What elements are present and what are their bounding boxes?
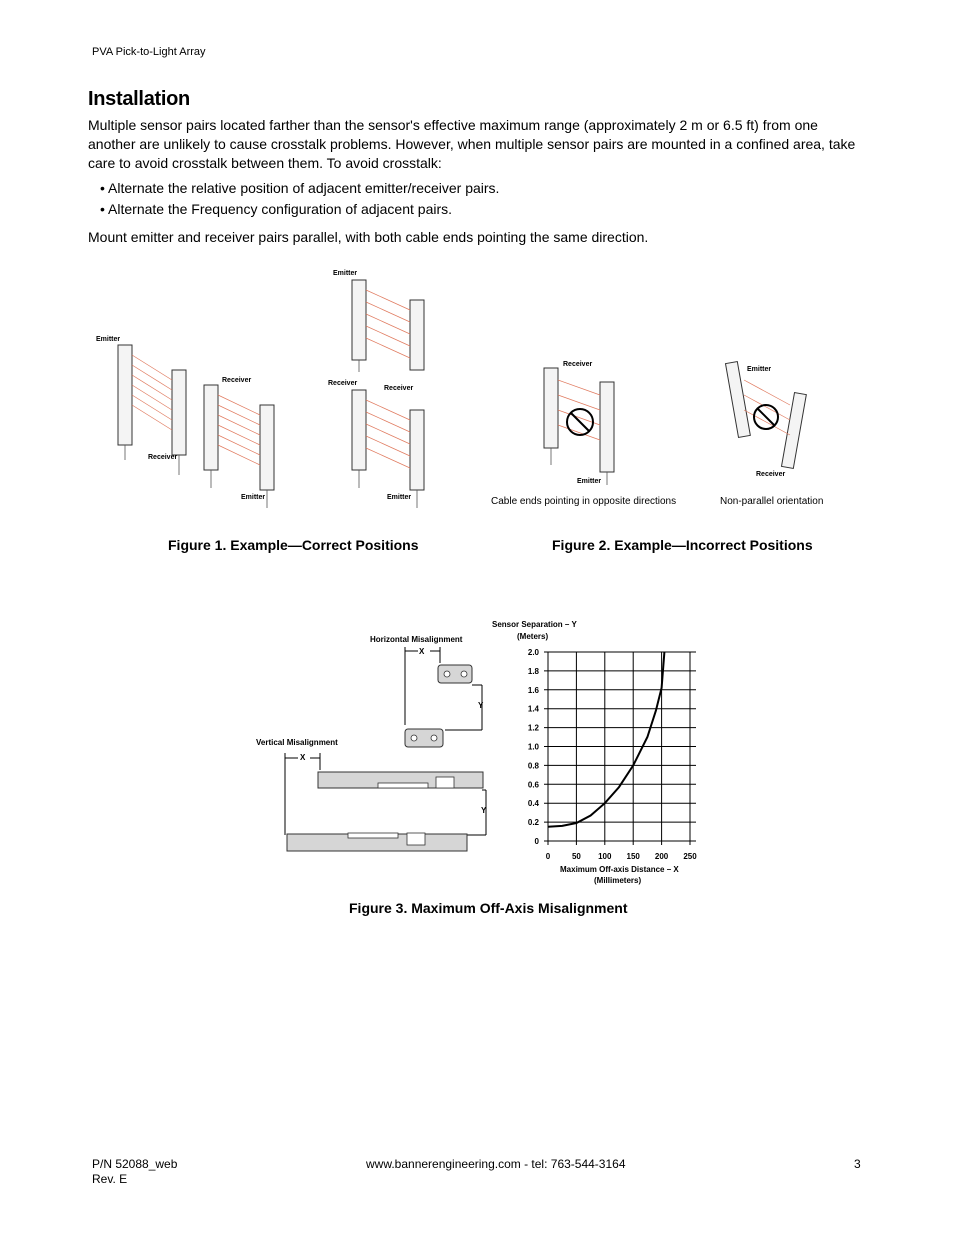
chart-grid <box>544 652 696 845</box>
emitter-housing <box>410 410 424 490</box>
figure1-figure2-illustration <box>0 260 954 520</box>
receiver-label: Receiver <box>384 385 414 392</box>
chart-ylabel: (Meters) <box>517 632 549 641</box>
footer-part-number: P/N 52088_web <box>92 1157 178 1171</box>
emitter-label: Emitter <box>333 270 358 277</box>
misalignment-illustration <box>250 625 500 860</box>
emitter-label: Emitter <box>96 336 121 343</box>
bullet-item: • Alternate the relative position of adjacent emitter/receiver pairs. <box>100 180 500 196</box>
receiver-label: Receiver <box>756 471 786 478</box>
emitter-housing <box>352 280 366 360</box>
chart-y-tick-label: 0.8 <box>527 761 539 771</box>
emitter-label: Emitter <box>577 478 602 485</box>
intro-paragraph: Multiple sensor pairs located farther than the sensor's effective maximum range (approximately 2 m or 6.5 ft) from one another are unlikely to cause crosstalk problems. However, when multiple sensor pairs are mounted in a confined area, take care to avoid crosstalk between them. To avoid crosstalk: <box>88 117 856 171</box>
y-mark: Y <box>478 701 484 710</box>
y-mark: Y <box>481 806 487 815</box>
figure1-caption: Figure 1. Example—Correct Positions <box>168 537 419 553</box>
misalignment-chart <box>480 612 720 892</box>
chart-x-tick-label: 100 <box>598 852 612 861</box>
emitter-label: Emitter <box>241 494 266 501</box>
chart-x-tick-label: 250 <box>683 852 697 861</box>
incorrect-nonparallel-caption: Non-parallel orientation <box>720 496 824 507</box>
receiver-housing <box>781 393 806 469</box>
section-title: Installation <box>88 88 190 110</box>
receiver-housing <box>172 370 186 455</box>
receiver-label: Receiver <box>328 380 358 387</box>
chart-y-tick-label: 0.2 <box>527 818 539 828</box>
x-mark: X <box>300 753 306 762</box>
chart-y-tick-label: 1.0 <box>527 742 539 752</box>
chart-x-tick-label: 0 <box>545 852 551 861</box>
bullet-item: • Alternate the Frequency configuration of adjacent pairs. <box>100 201 453 217</box>
chart-y-tick-label: 1.6 <box>527 685 539 695</box>
emitter-housing <box>118 345 132 445</box>
receiver-housing <box>544 368 558 448</box>
chart-y-tick-label: 0 <box>534 837 539 846</box>
chart-xlabel-unit: (Millimeters) <box>594 876 642 885</box>
chart-series-line <box>548 652 664 827</box>
chart-x-tick-label: 200 <box>654 852 669 861</box>
chart-y-tick-label: 0.4 <box>527 799 539 809</box>
chart-xlabel: Maximum Off-axis Distance – X <box>560 865 679 874</box>
footer-page-number: 3 <box>854 1157 861 1171</box>
chart-y-tick-label: 1.8 <box>527 666 539 676</box>
receiver-label: Receiver <box>563 361 593 368</box>
figure2-caption: Figure 2. Example—Incorrect Positions <box>552 537 813 553</box>
x-mark: X <box>419 647 425 656</box>
bullet-text: Alternate the relative position of adjacent emitter/receiver pairs. <box>108 180 500 196</box>
receiver-label: Receiver <box>148 454 178 461</box>
receiver-housing <box>352 390 366 470</box>
footer-revision: Rev. E <box>92 1172 128 1186</box>
vertical-misalignment-label: Vertical Misalignment <box>256 738 338 747</box>
running-header: PVA Pick-to-Light Array <box>92 46 206 58</box>
chart-y-tick-label: 1.2 <box>527 723 539 733</box>
chart-title: Sensor Separation – Y <box>492 620 577 629</box>
chart-y-tick-label: 1.4 <box>527 704 539 714</box>
emitter-label: Emitter <box>747 366 772 373</box>
horizontal-misalignment-label: Horizontal Misalignment <box>370 635 463 644</box>
emitter-housing <box>600 382 614 472</box>
receiver-housing <box>410 300 424 370</box>
footer-website: www.bannerengineering.com - tel: 763-544-3164 <box>366 1157 626 1171</box>
chart-y-tick-label: 2.0 <box>527 648 539 657</box>
footer-part-info <box>92 1157 177 1187</box>
incorrect-opposite-caption: Cable ends pointing in opposite directions <box>491 496 677 507</box>
chart-x-tick-label: 50 <box>571 852 581 861</box>
emitter-housing <box>260 405 274 490</box>
bullet-text: Alternate the Frequency configuration of adjacent pairs. <box>108 201 453 217</box>
chart-x-tick-label: 150 <box>626 852 640 861</box>
emitter-label: Emitter <box>387 494 412 501</box>
chart-ticks <box>528 648 697 861</box>
chart-y-tick-label: 0.6 <box>527 780 539 790</box>
receiver-label: Receiver <box>222 377 252 384</box>
figure3-caption: Figure 3. Maximum Off-Axis Misalignment <box>349 900 628 916</box>
receiver-housing <box>204 385 218 470</box>
mount-paragraph: Mount emitter and receiver pairs parallel, with both cable ends pointing the same direction. <box>88 229 649 245</box>
